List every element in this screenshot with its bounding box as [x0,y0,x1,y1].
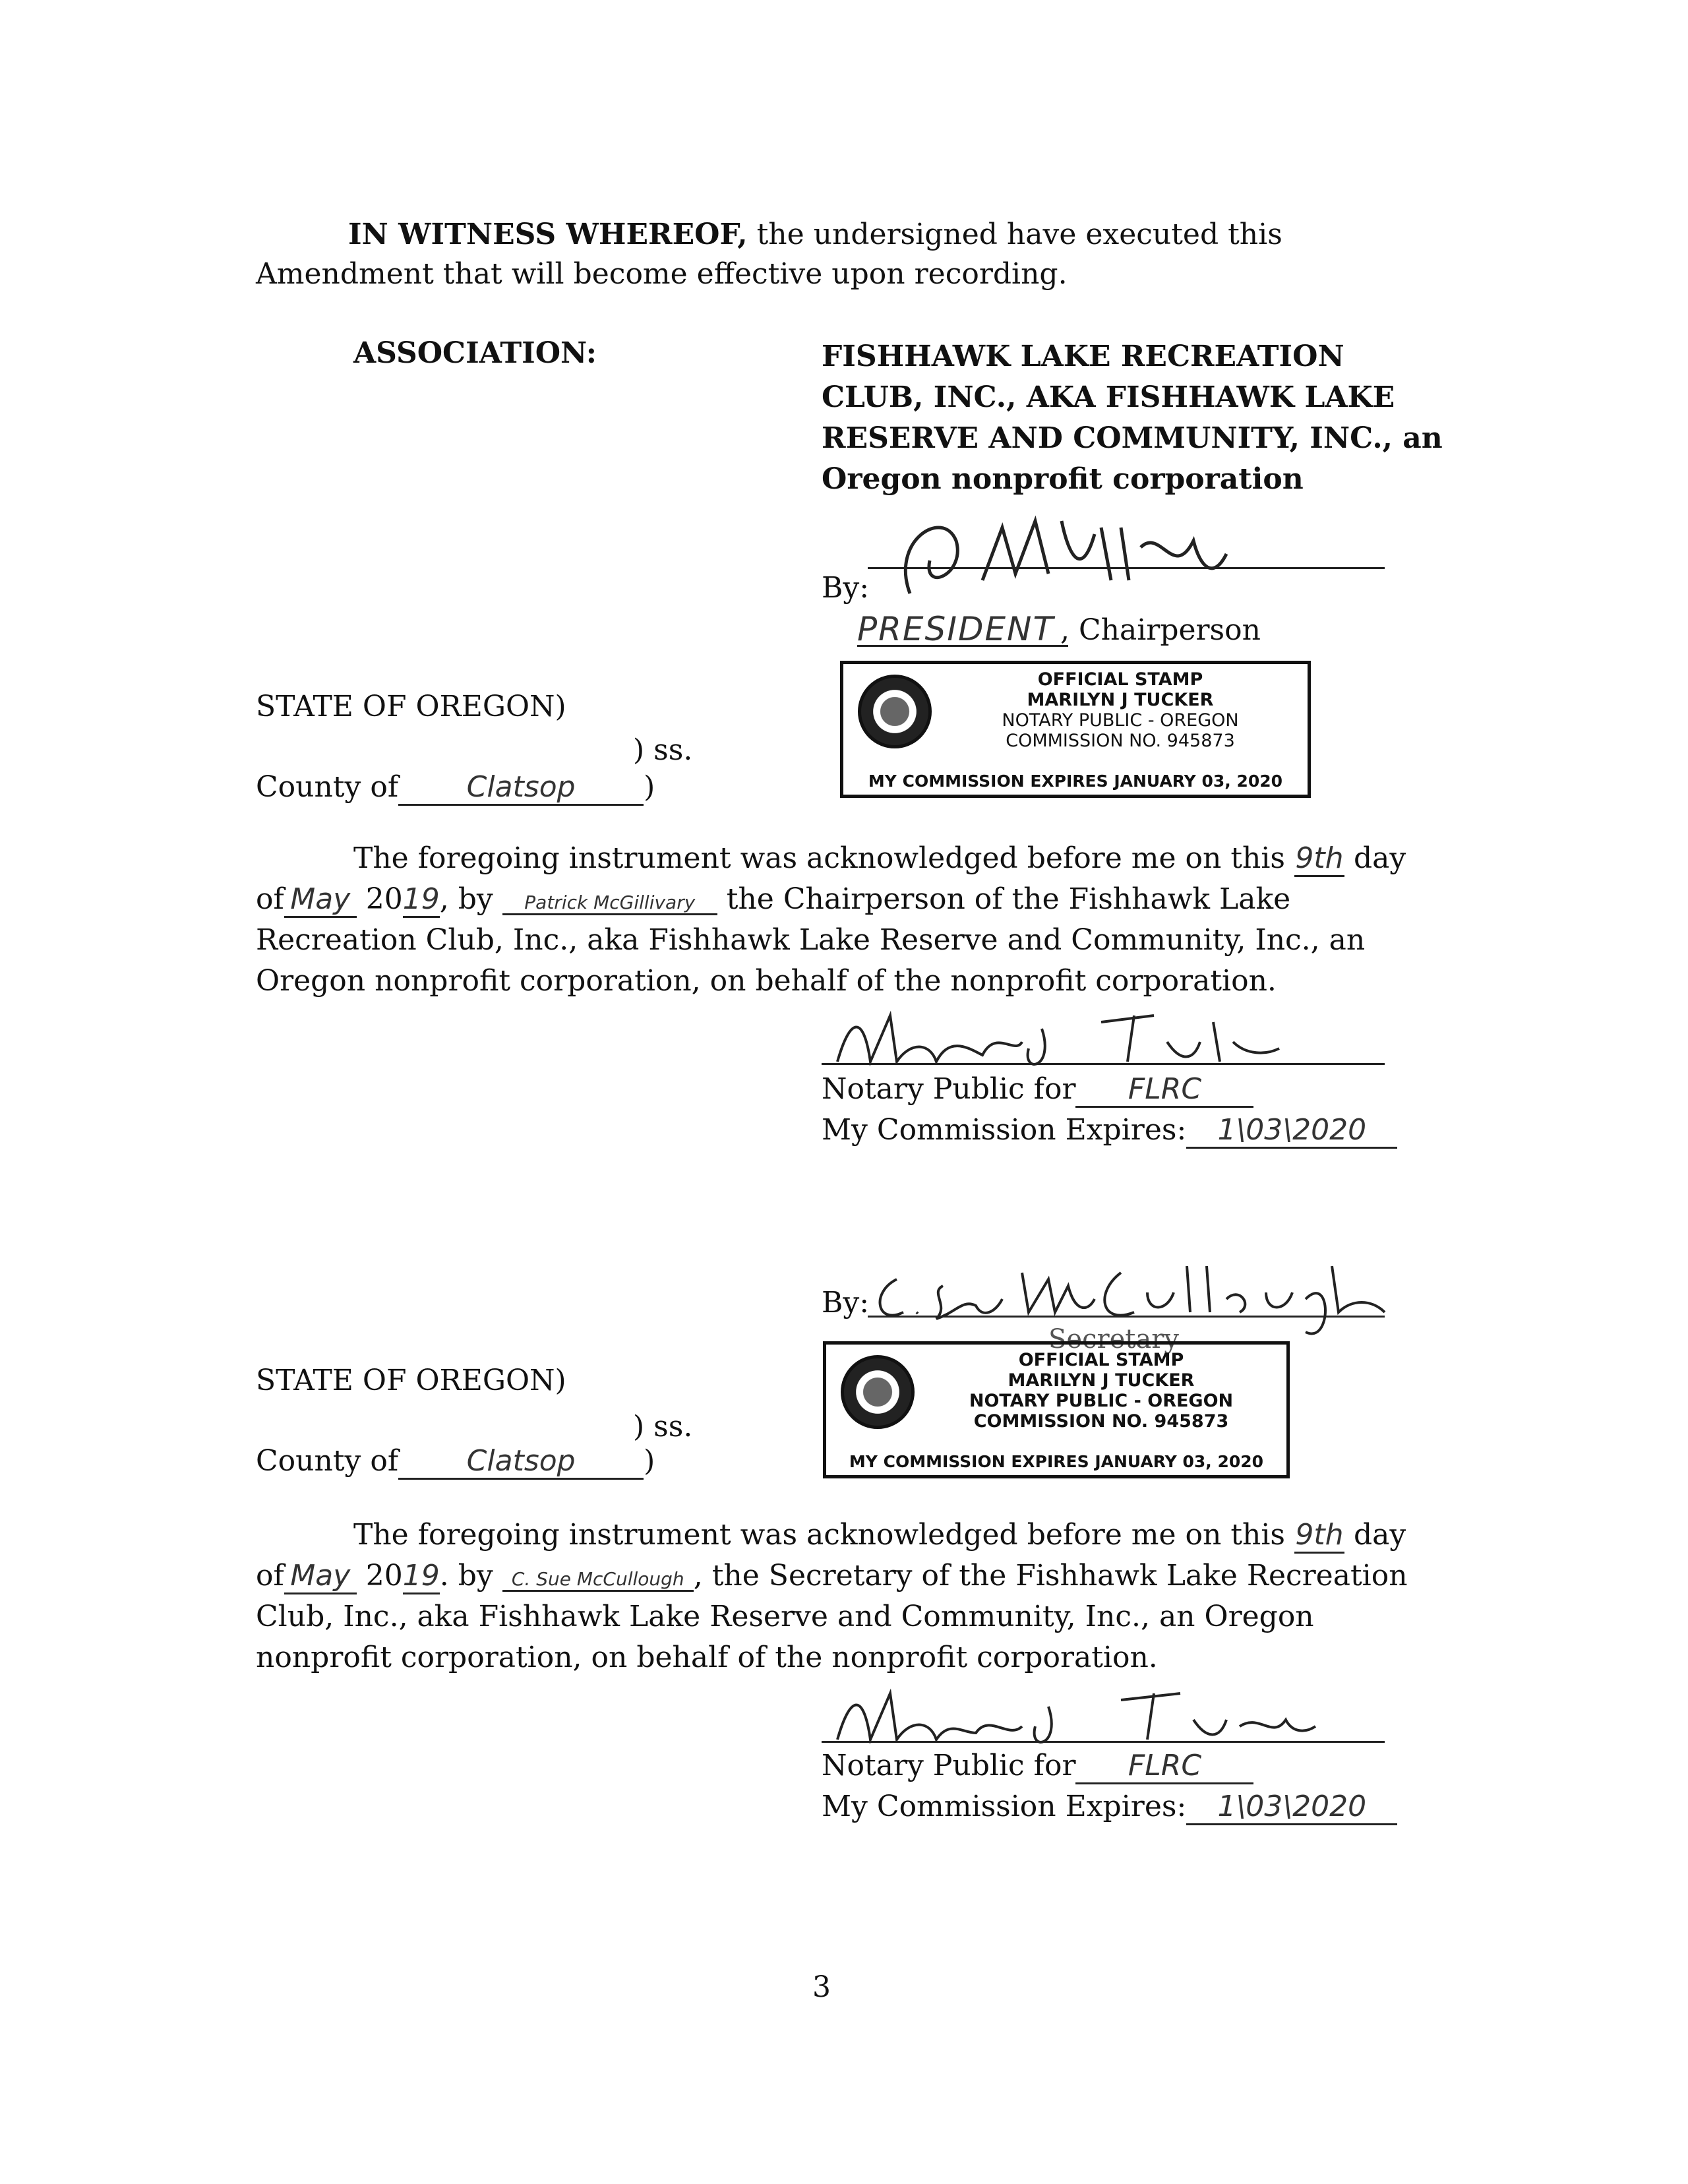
ack1-by: , by [439,882,493,916]
ack1-p2-rest: the Chairperson of the Fishhawk Lake [726,882,1291,916]
ack2-para-line-2 [256,1559,1408,1594]
ack1-county [256,770,655,806]
ack1-notary-value: FLRC [1075,1072,1253,1108]
ack2-para-line-1 [353,1518,1406,1554]
notary-stamp-2 [823,1341,1290,1478]
ack2-county-value: Clatsop [398,1444,644,1480]
ack1-of: of [256,882,284,916]
ack2-p1-end: day [1353,1518,1406,1552]
ack1-year-value: 19 [403,882,440,918]
ack1-expires-label: My Commission Expires: [822,1113,1187,1147]
stamp-2-line-2: MARILYN J TUCKER [1008,1370,1195,1391]
stamp-1-line-5: MY COMMISSION EXPIRES JANUARY 03, 2020 [868,772,1283,791]
ack1-year-prefix: 20 [365,882,403,916]
ack2-para-line-4: nonprofit corporation, on behalf of the nonprofit corporation. [256,1641,1158,1674]
ack2-by: . by [439,1559,493,1592]
president-signature [884,501,1253,613]
ack2-notary-value: FLRC [1075,1749,1253,1784]
ack2-p2-rest: , the Secretary of the Fishhawk Lake Recreation [693,1559,1408,1592]
ack2-county-close: ) [644,1444,655,1478]
association-name-line-4: Oregon nonprofit corporation [822,462,1304,496]
ack1-state: STATE OF OREGON) [256,690,566,723]
ack2-year-value: 19 [403,1559,440,1594]
stamp-2-line-4: COMMISSION NO. 945873 [973,1411,1229,1432]
witness-line-2: Amendment that will become effective upon recording. [256,257,1068,291]
ack1-county-close: ) [644,770,655,804]
ack2-para-line-3: Club, Inc., aka Fishhawk Lake Reserve and Community, Inc., an Oregon [256,1600,1314,1633]
ack2-day-value: 9th [1294,1518,1344,1554]
ack1-ss: ) ss. [633,733,693,767]
stamp-1-line-2: MARILYN J TUCKER [1027,690,1214,710]
ack1-notary-label: Notary Public for [822,1072,1076,1106]
ack1-notary-line [822,1072,1253,1108]
stamp-2-line-5: MY COMMISSION EXPIRES JANUARY 03, 2020 [849,1452,1264,1471]
witness-bold-lead: IN WITNESS WHEREOF, [348,218,748,251]
association-name-line-1: FISHHAWK LAKE RECREATION [822,340,1344,373]
ack1-expires-line [822,1113,1397,1149]
sig1-by-label: By: [822,571,870,605]
ack1-para-line-3: Recreation Club, Inc., aka Fishhawk Lake Reserve and Community, Inc., an [256,923,1366,957]
ack2-month-value: May [284,1559,357,1594]
stamp-1-line-1: OFFICIAL STAMP [1037,669,1203,690]
ack1-day-value: 9th [1294,841,1344,877]
notary-stamp-1 [840,661,1311,798]
ack2-county [256,1444,655,1480]
witness-line-1-rest: the undersigned have executed this [747,218,1282,251]
ack2-expires-line [822,1790,1397,1825]
ack2-expires-value: 1\03\2020 [1186,1790,1397,1825]
notary-seal-icon [841,1355,915,1429]
ack2-county-label: County of [256,1444,399,1478]
ack1-p1-end: day [1353,841,1406,875]
sig1-title-handwritten: PRESIDENT [857,610,1055,648]
stamp-2-line-3: NOTARY PUBLIC - OREGON [969,1391,1234,1411]
stamp-1-line-4: COMMISSION NO. 945873 [1006,731,1235,751]
ack2-p1: The foregoing instrument was acknowledged before me on this [353,1518,1285,1552]
notary-seal-icon [858,675,932,748]
sig2-title: Secretary [1048,1324,1179,1354]
ack1-county-value: Clatsop [398,770,644,806]
stamp-1-line-3: NOTARY PUBLIC - OREGON [1002,710,1239,731]
notary-signature-line-1 [822,1063,1385,1065]
page-number: 3 [812,1970,831,2004]
association-label: ASSOCIATION: [353,336,597,370]
association-name-line-3: RESERVE AND COMMUNITY, INC., an [822,421,1443,455]
ack2-year-prefix: 20 [365,1559,403,1592]
witness-line-1 [348,218,1282,251]
stamp-2-line-1: OFFICIAL STAMP [1018,1350,1184,1370]
ack1-para-line-1 [353,841,1406,877]
ack2-state: STATE OF OREGON) [256,1364,566,1397]
ack1-para-line-4: Oregon nonprofit corporation, on behalf of the nonprofit corporation. [256,964,1277,998]
ack2-ss: ) ss. [633,1410,693,1443]
ack1-county-label: County of [256,770,399,804]
ack1-month-value: May [284,882,357,918]
sig1-title-line [857,645,1068,647]
ack1-name-value: Patrick McGillivary [502,892,717,915]
ack2-name-value: C. Sue McCullough [502,1568,694,1592]
ack2-notary-line [822,1749,1253,1784]
ack1-para-line-2 [256,882,1290,918]
sig2-by-label: By: [822,1286,870,1320]
ack2-expires-label: My Commission Expires: [822,1790,1187,1823]
sig1-title-print: , Chairperson [1060,613,1261,647]
notary-signature-line-2 [822,1741,1385,1743]
ack2-notary-label: Notary Public for [822,1749,1076,1782]
ack1-expires-value: 1\03\2020 [1186,1113,1397,1149]
association-name-line-2: CLUB, INC., AKA FISHHAWK LAKE [822,380,1395,414]
ack1-p1: The foregoing instrument was acknowledged before me on this [353,841,1285,875]
ack2-of: of [256,1559,284,1592]
